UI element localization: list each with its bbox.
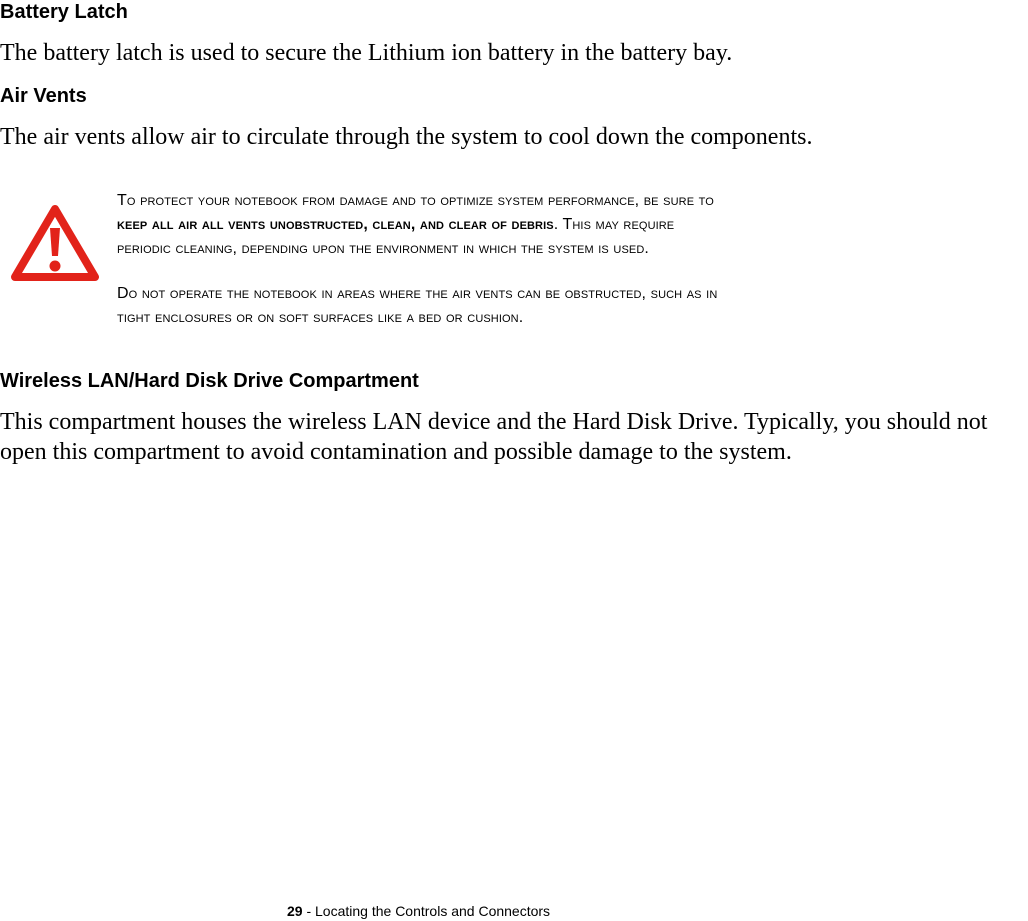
warning-line-2 [117,213,1028,237]
page-number: 29 [287,903,303,919]
section-heading-wireless-lan-hdd: Wireless LAN/Hard Disk Drive Compartment [0,370,419,392]
warning-emphasis: keep all air all vents unobstructed, clean, and clear of debris [117,216,554,233]
section-body-air-vents: The air vents allow air to circulate through the system to cool down the components. [0,124,813,150]
section-body-wireless-lan-hdd: This compartment houses the wireless LAN device and the Hard Disk Drive. Typically, you should not open this compartment to avoid contamination and possible damage to the system. [0,409,988,465]
section-heading-battery-latch: Battery Latch [0,1,128,23]
section-heading-air-vents: Air Vents [0,85,87,107]
warning-line-4: Do not operate the notebook in areas where the air vents can be obstructed, such as in [117,285,718,302]
warning-triangle-icon [10,204,100,282]
warning-line-1: To protect your notebook from damage and to optimize system performance, be sure to [117,192,714,209]
footer-title: - Locating the Controls and Connectors [302,903,551,919]
section-body-battery-latch: The battery latch is used to secure the Lithium ion battery in the battery bay. [0,40,733,66]
warning-line-3: periodic cleaning, depending upon the environment in which the system is used. [117,240,649,257]
warning-line-5: tight enclosures or on soft surfaces like a bed or cushion. [117,309,524,326]
page-footer [287,902,550,920]
warning-line-2-rest: . This may require [553,216,675,233]
